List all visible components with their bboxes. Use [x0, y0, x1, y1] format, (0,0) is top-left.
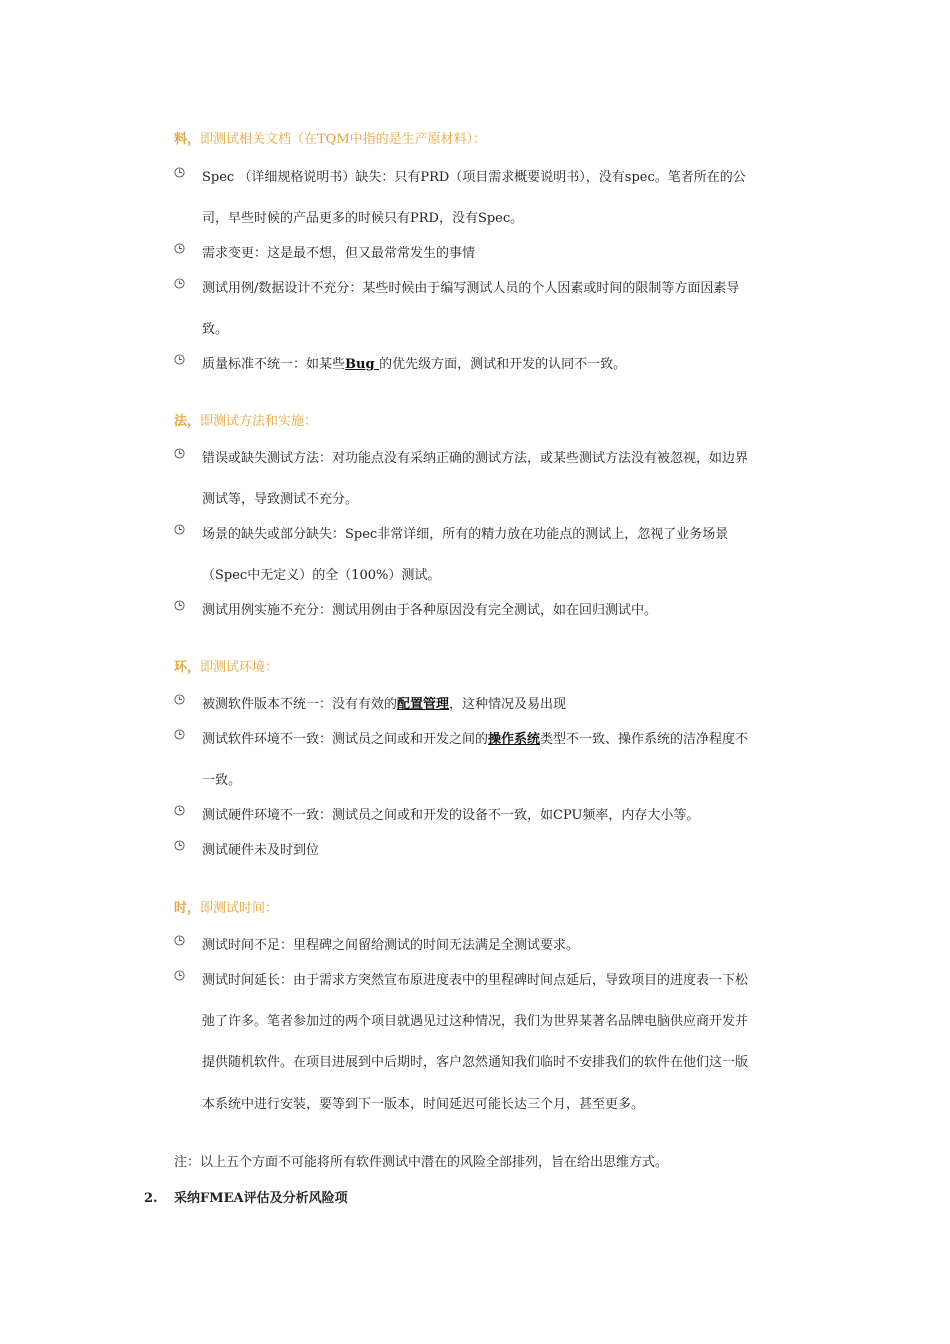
operating-system-link[interactable]: 操作系统 — [488, 732, 541, 747]
clock-bullet-icon — [174, 524, 185, 535]
clock-bullet-icon — [174, 448, 185, 459]
clock-bullet-icon — [174, 729, 185, 740]
clock-bullet-icon — [174, 278, 185, 289]
clock-bullet-icon — [174, 167, 185, 178]
section-heading-method: 法，即测试方法和实施： — [174, 414, 318, 429]
clock-bullet-icon — [174, 935, 185, 946]
document-page: 料，即测试相关文档（在TQM中指的是生产原材料）： Spec （详细规格说明书）缺失：只有PRD（项目需求概要说明书），没有spec。笔者所在的公 司，早些时候的产品更多的时候只有PRD，没有Spec。 需求变更：这是最不想，但又最常常发生的事情 测试用例/数据设计不充分：某些时候由于编写测试人员的个人因素或时间的限制等方面因素导 致。 质量标准不统一：如某些Bug 的优先级方面，测试和开发的认同不一致。 法，即测试方法和实施： 错误或缺失测试方法：对功能点没有采纳正确的测试方法，或某些测试方法没有被忽视，如边界 测试等，导致测试不充分。 场景的缺失或部分缺失：Spec非常详细，所有的精力放在功能点的测试上，忽视了业务场景 （Spec中无定义）的全（100%）测试。 测试用例实施不充分：测试用例由于各种原因没有完全测试，如在回归测试中。 环，即测试环境： 被测软件版本不统一：没有有效的配置管理，这种情况及易出现 测试软件环境不一致：测试员之间或和开发之间的操作系统类型不一致、操作系统的洁净程度不 一致。 测试硬件环境不一致：测试员之间或和开发的设备不一致，如CPU频率，内存大小等。 测试硬件未及时到位 时，即测试时间： 测试时间不足：里程碑之间留给测试的时间无法满足全测试要求。 测试时间延长：由于需求方突然宣布原进度表中的里程碑时间点延后，导致项目的进度表一下松 弛了许多。笔者参加过的两个项目就遇见过这种情况，我们为世界某著名品牌电脑供应商开发并 提供随机软件。在项目进展到中后期时，客户忽然通知我们临时不安排我们的软件在他们这一版 本系统中进行安装，要等到下一版本，时间延迟可能长达三个月，甚至更多。 注：以上五个方面不可能将所有软件测试中潜在的风险全部排列，旨在给出思维方式。 2. 采纳FMEA评估及分析风险项 — [0, 0, 950, 1344]
clock-bullet-icon — [174, 600, 185, 611]
section-heading-time: 时，即测试时间： — [174, 901, 279, 916]
clock-bullet-icon — [174, 243, 185, 254]
config-management-link[interactable]: 配置管理 — [397, 697, 450, 712]
section-heading-fmea: 2. 采纳FMEA评估及分析风险项 — [144, 1191, 348, 1206]
clock-bullet-icon — [174, 805, 185, 816]
clock-bullet-icon — [174, 840, 185, 851]
section-heading-material: 料，即测试相关文档（在TQM中指的是生产原材料）： — [174, 132, 487, 147]
clock-bullet-icon — [174, 970, 185, 981]
clock-bullet-icon — [174, 354, 185, 365]
clock-bullet-icon — [174, 694, 185, 705]
bug-link[interactable]: Bug — [345, 357, 380, 372]
section-heading-environment: 环，即测试环境： — [174, 660, 279, 675]
note-text: 注：以上五个方面不可能将所有软件测试中潜在的风险全部排列，旨在给出思维方式。 — [174, 1155, 669, 1170]
